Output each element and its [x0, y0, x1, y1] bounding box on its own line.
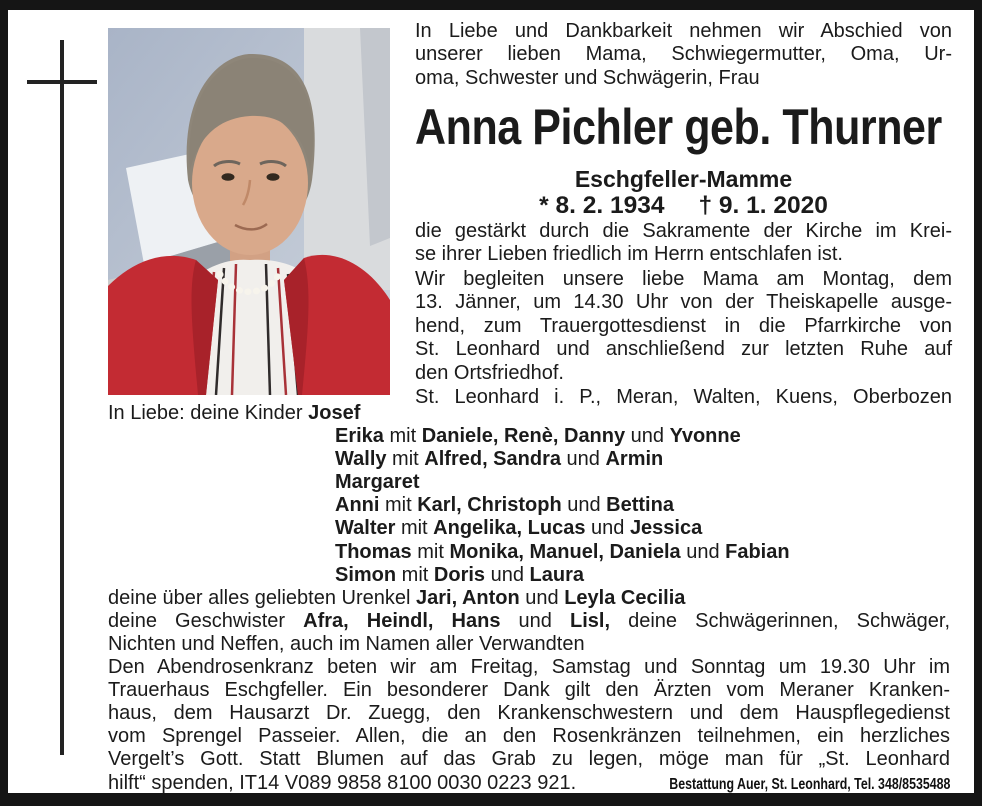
death-date: † 9. 1. 2020 — [698, 192, 828, 219]
child-line: Anni mit Karl, Christoph und Bettina — [335, 494, 674, 517]
child-line: Walter mit Angelika, Lucas und Jessica — [335, 517, 703, 540]
last-line — [108, 772, 950, 794]
mourners-line: In Liebe: deine Kinder Josef — [108, 402, 361, 424]
urenkel-line: deine über alles geliebten Urenkel Jari, Anton und Leyla Cecilia — [108, 586, 686, 609]
intro-line: unserer lieben Mama, Schwiegermutter, Oma, Ur- — [415, 43, 952, 66]
relatives-line: Nichten und Neffen, auch im Namen aller Verwandten — [108, 632, 585, 655]
rosary-line: Den Abendrosenkranz beten wir am Freitag, Samstag und Sonntag um 19.30 Uhr im — [108, 656, 950, 679]
memorial-cross-icon — [27, 80, 97, 84]
child-line: Simon mit Doris und Laura — [335, 563, 584, 586]
family-section — [108, 402, 950, 793]
donation-iban-text: hilft“ spenden, IT14 V089 9858 8100 0030 0223 921. — [108, 771, 577, 793]
house-name: Eschgfeller-Mamme — [574, 166, 793, 192]
donation-line: Vergelt’s Gott. Statt Blumen auf das Grab zu legen, möge man für „St. Leonhard — [108, 748, 950, 771]
deceased-name-text: Anna Pichler geb. Thurner — [415, 99, 942, 155]
obituary-card — [8, 10, 974, 793]
funeral-line: den Ortsfriedhof. — [415, 361, 564, 384]
child-line: Thomas mit Monika, Manuel, Daniela und Fabian — [335, 540, 790, 563]
places-line-text: St. Leonhard i. P., Meran, Walten, Kuens, Oberbozen — [415, 386, 952, 408]
deceased-name — [415, 99, 952, 155]
funeral-paragraph — [415, 268, 952, 385]
child-line: Wally mit Alfred, Sandra und Armin — [335, 448, 664, 471]
funeral-line: St. Leonhard und anschließend zur letzten Ruhe auf — [415, 338, 952, 361]
sacrament-line: se ihrer Lieben friedlich im Herrn entschlafen ist. — [415, 243, 843, 266]
portrait-photo — [108, 28, 390, 395]
thanks-line: Trauerhaus Eschgfeller. Ein besonderer Dank gilt den Ärzten vom Meraner Kranken- — [108, 679, 950, 702]
intro-paragraph — [415, 20, 952, 90]
intro-line: In Liebe und Dankbarkeit nehmen wir Abschied von — [415, 20, 952, 42]
portrait-photo-illustration — [108, 28, 390, 395]
funeral-line: hend, zum Trauergottesdienst in die Pfarrkirche von — [415, 314, 952, 337]
sacrament-paragraph — [415, 220, 952, 267]
child-line: Erika mit Daniele, Renè, Danny und Yvonne — [335, 425, 741, 448]
undertaker-contact: Bestattung Auer, St. Leonhard, Tel. 348/8535488 — [668, 775, 950, 793]
sacrament-line: die gestärkt durch die Sakramente der Kirche im Krei- — [415, 220, 952, 242]
child-line: Margaret — [335, 471, 420, 494]
memorial-cross-icon — [60, 40, 64, 755]
funeral-line: Wir begleiten unsere liebe Mama am Montag, dem — [415, 268, 952, 290]
siblings-line: deine Geschwister Afra, Heindl, Hans und Lisl, deine Schwägerinnen, Schwäger, — [108, 609, 951, 632]
life-dates — [415, 193, 952, 219]
birth-date: * 8. 2. 1934 — [539, 192, 665, 219]
thanks-line: haus, dem Hausarzt Dr. Zuegg, den Krankenschwestern und dem Hauspflegedienst — [108, 702, 950, 725]
intro-line: oma, Schwester und Schwägerin, Frau — [415, 66, 760, 89]
funeral-line: 13. Jänner, um 14.30 Uhr von der Theiskapelle ausge- — [415, 291, 952, 314]
thanks-line: vom Sprengel Passeier. Allen, die an den Rosenkränzen teilnehmen, ein herzliches — [108, 725, 950, 748]
